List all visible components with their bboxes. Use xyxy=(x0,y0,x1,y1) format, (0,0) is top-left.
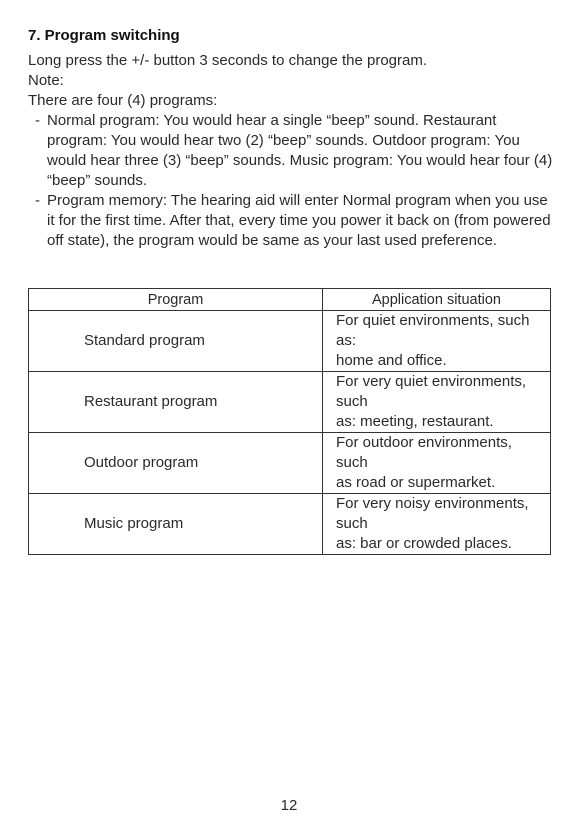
program-situation xyxy=(323,494,551,555)
bullet-text: Normal program: You would hear a single “beep” sound. Restaurant program: You would hear two (2) “beep” sounds. Outdoor program: You would hear three (3) “beep” sounds. Music program: You would hear four (4) “beep” sounds. xyxy=(47,112,553,189)
program-name: Restaurant program xyxy=(29,372,323,433)
situation-line: home and office. xyxy=(336,352,447,369)
manual-page-content xyxy=(28,26,558,251)
table-header-row xyxy=(29,289,551,311)
bullet-normal-program xyxy=(28,111,558,191)
situation-line: For outdoor environments, such xyxy=(336,434,512,471)
table-row xyxy=(29,311,551,372)
program-situation xyxy=(323,433,551,494)
table-row xyxy=(29,494,551,555)
program-situation xyxy=(323,311,551,372)
program-situation xyxy=(323,372,551,433)
bullet-text: Program memory: The hearing aid will enter Normal program when you use it for the first time. After that, every time you power it back on (from powered off state), the program would be same as your last used preference. xyxy=(47,192,551,249)
situation-line: For very noisy environments, such xyxy=(336,495,529,532)
situation-line: as: bar or crowded places. xyxy=(336,535,512,552)
note-label: Note: xyxy=(28,72,64,89)
table-row xyxy=(29,372,551,433)
program-name: Music program xyxy=(29,494,323,555)
programs-intro: There are four (4) programs: xyxy=(28,92,218,109)
program-name: Outdoor program xyxy=(29,433,323,494)
bullet-list xyxy=(28,111,558,251)
intro-text: Long press the +/- button 3 seconds to change the program. xyxy=(28,52,428,69)
table-row xyxy=(29,433,551,494)
header-application-situation: Application situation xyxy=(323,289,551,311)
header-program: Program xyxy=(29,289,323,311)
section-title: 7. Program switching xyxy=(28,27,180,44)
bullet-dash: - xyxy=(35,112,40,129)
bullet-program-memory xyxy=(28,191,558,251)
program-name: Standard program xyxy=(29,311,323,372)
situation-line: For very quiet environments, such xyxy=(336,373,527,410)
bullet-dash: - xyxy=(35,192,40,209)
page-number: 12 xyxy=(280,797,298,814)
situation-line: as: meeting, restaurant. xyxy=(336,413,494,430)
programs-table xyxy=(28,288,551,555)
situation-line: For quiet environments, such as: xyxy=(336,312,530,349)
situation-line: as road or supermarket. xyxy=(336,474,496,491)
